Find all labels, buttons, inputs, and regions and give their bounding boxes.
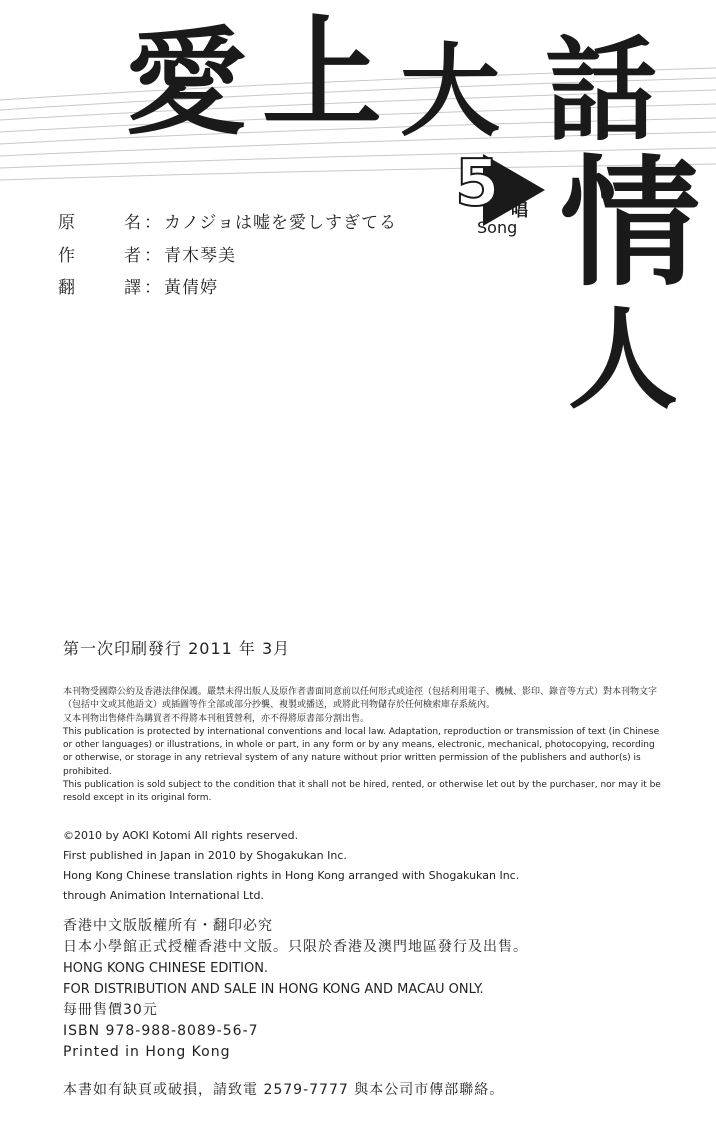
printed-in-line: Printed in Hong Kong <box>63 1044 231 1060</box>
rights-line: FOR DISTRIBUTION AND SALE IN HONG KONG AND MACAU ONLY. <box>63 982 484 997</box>
notice-paragraph: This publication is sold subject to the condition that it shall not be hired, rented, or otherwise let out by the purchaser, nor may it be resold except in its original form. <box>63 780 661 804</box>
rights-line: 日本小學館正式授權香港中文版。只限於香港及澳門地區發行及出售。 <box>63 939 528 955</box>
volume-kanji: 唱 <box>511 201 528 221</box>
credit-label-char: 原 <box>58 213 76 233</box>
credit-label-char: 作 <box>58 246 76 266</box>
credit-value: 黃倩婷 <box>164 278 218 298</box>
credit-value: 青木琴美 <box>164 246 236 266</box>
title-char-6: 人 <box>568 296 678 424</box>
copyright-line: First published in Japan in 2010 by Shogakukan Inc. <box>63 849 347 862</box>
credit-label-char: 名 <box>124 213 142 233</box>
title-char-3: 大 <box>400 33 500 150</box>
title-char-1: 愛 <box>125 15 247 151</box>
copyright-line: Hong Kong Chinese translation rights in Hong Kong arranged with Shogakukan Inc. <box>63 869 520 882</box>
credit-author: 作 者 ： 青木琴美 <box>58 241 236 266</box>
copyright-line: through Animation International Ltd. <box>63 889 264 902</box>
volume-badge <box>455 147 550 242</box>
credit-original-title: 原 名 ： カノジョは嘘を愛しすぎてる <box>58 208 397 233</box>
volume-song: Song <box>477 218 518 237</box>
credit-value: カノジョは嘘を愛しすぎてる <box>164 213 397 233</box>
price-line: 每冊售價30元 <box>63 1002 158 1018</box>
volume-number: 5 <box>455 147 500 221</box>
edition-block <box>63 916 528 1063</box>
credit-label-char: 者 <box>124 246 142 266</box>
credit-label-char: 譯 <box>124 278 142 298</box>
credit-label-char: 翻 <box>58 278 76 298</box>
rights-line: HONG KONG CHINESE EDITION. <box>63 961 269 976</box>
copyright-line: ©2010 by AOKI Kotomi All rights reserved. <box>63 829 299 842</box>
credit-translator: 翻 譯 ： 黃倩婷 <box>58 273 218 298</box>
title-char-2: 上 <box>262 5 382 144</box>
title-char-5: 情 <box>560 143 701 306</box>
notice-paragraph: 又本刊物出售條件為購買者不得將本刊租賃營利，亦不得將原書部分割出售。 <box>63 713 370 724</box>
copyright-block <box>63 826 519 906</box>
contact-line: 本書如有缺頁或破損，請致電 2579-7777 與本公司市傳部聯絡。 <box>63 1082 505 1098</box>
rights-line: 香港中文版版權所有・翻印必究 <box>63 918 273 934</box>
notice-paragraph: 本刊物受國際公約及香港法律保護。嚴禁未得出版人及原作者書面同意前以任何形式或途徑（包括利用電子、機械、影印、錄音等方式）對本刊物文字（包括中文或其他語文）或插圖等作全部或部分抄襲、複製或播送，或將此刊物儲存於任何檢索庫存系統內。 <box>63 687 658 711</box>
notice-paragraph: This publication is protected by international conventions and local law. Adaptation, reproduction or transmission of text (in Chinese or other languages) or illustrations, in whole or part, in any form or by any means, electronic, mechanical, photocopying, recording or otherwise, or storage in any retrieval system of any nature without prior written permission of the publishers and author(s) is prohibited. <box>63 726 660 777</box>
title-char-4: 話 <box>545 26 657 156</box>
print-date: 第一次印刷發行 2011 年 3月 <box>63 639 291 658</box>
legal-notice <box>63 686 663 806</box>
isbn-line: ISBN 978-988-8089-56-7 <box>63 1023 259 1039</box>
